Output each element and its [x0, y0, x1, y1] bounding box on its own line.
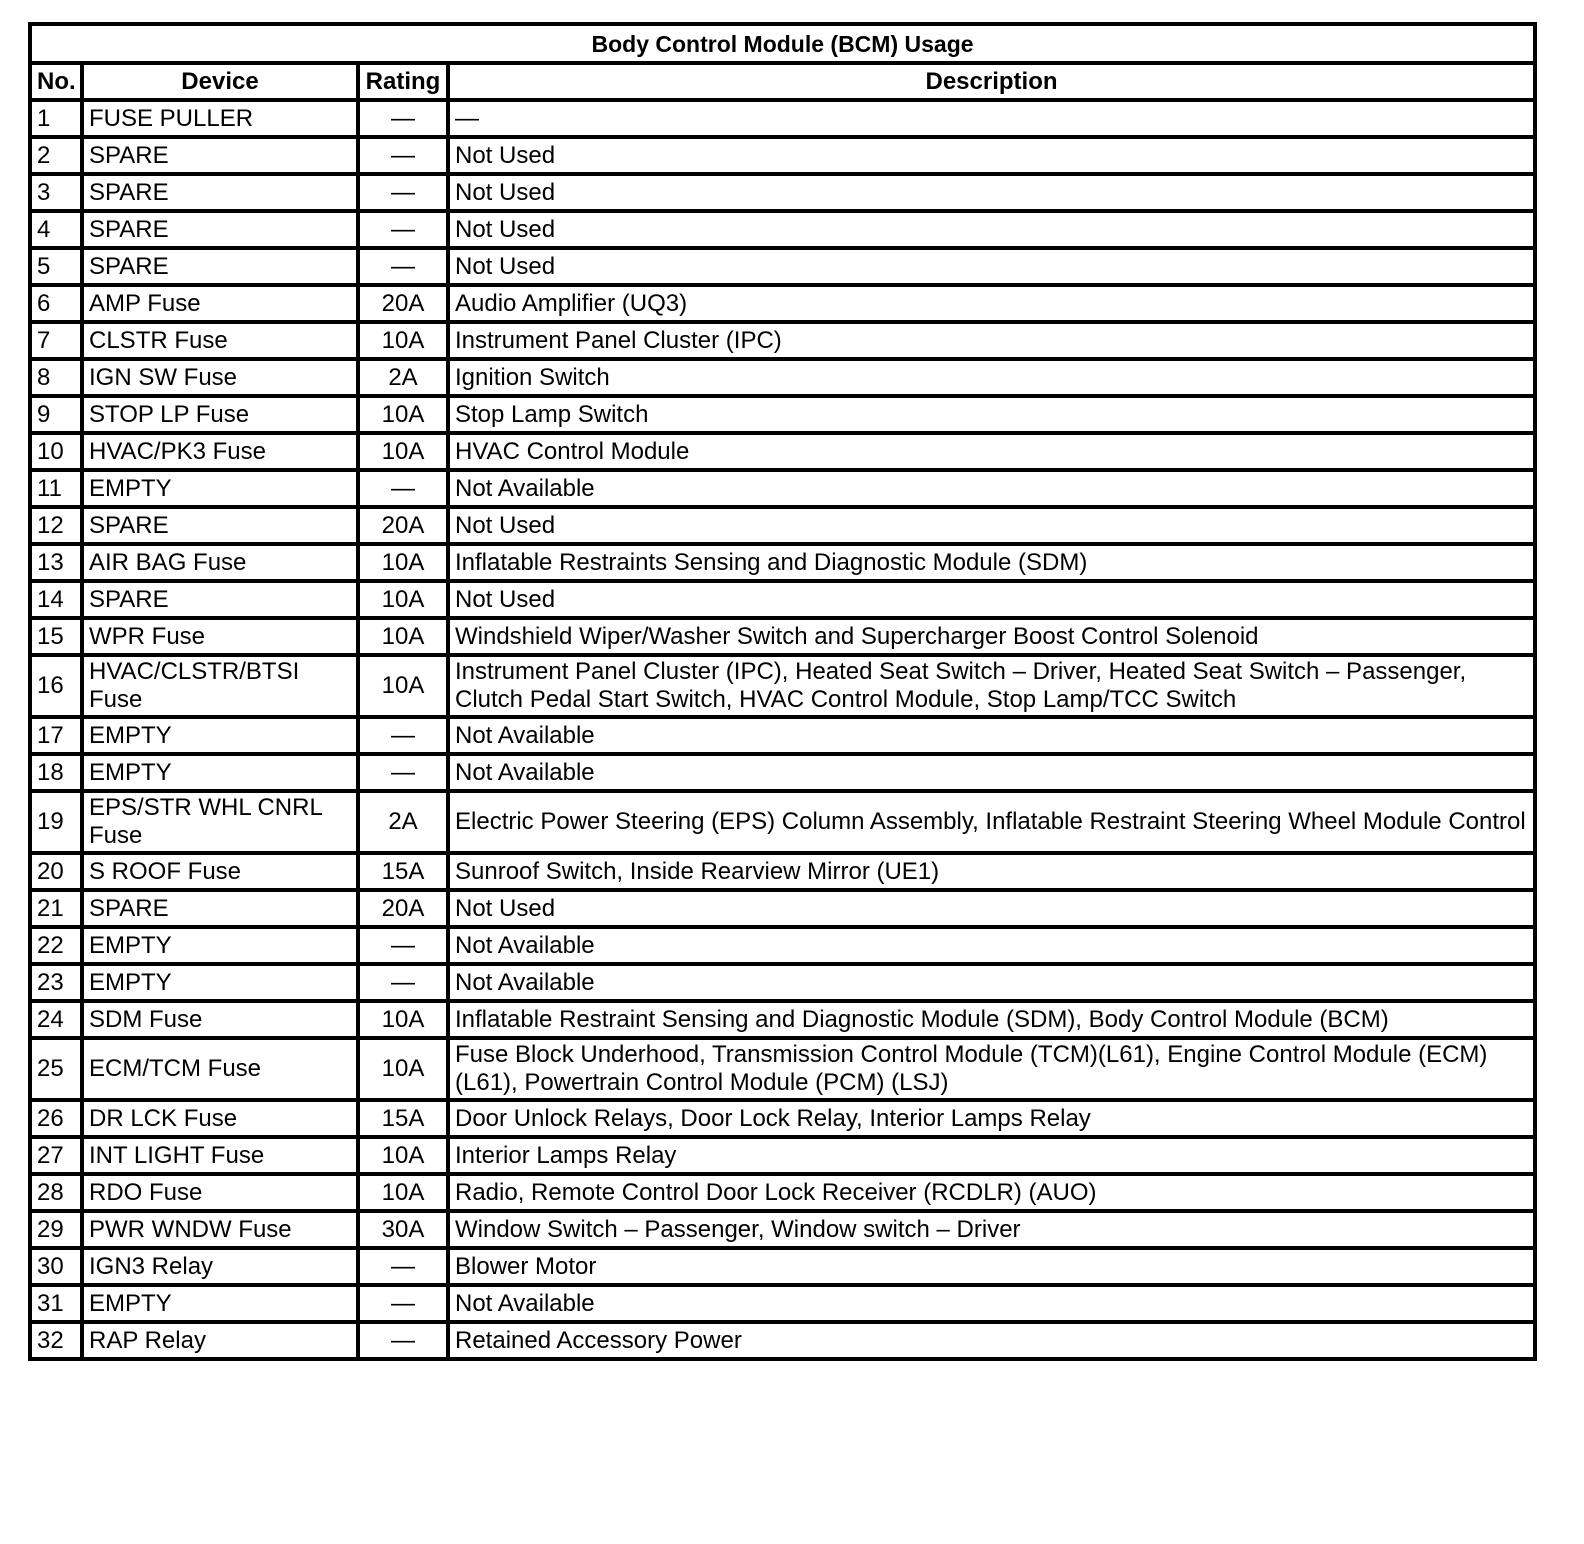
- row-number: 1: [30, 100, 82, 137]
- row-number: 18: [30, 754, 82, 791]
- row-device: SPARE: [82, 507, 358, 544]
- row-number: 5: [30, 248, 82, 285]
- row-description: Not Used: [448, 137, 1535, 174]
- row-description: Not Used: [448, 211, 1535, 248]
- row-device: IGN3 Relay: [82, 1248, 358, 1285]
- table-row: [30, 433, 1535, 470]
- header-description: Description: [448, 63, 1535, 100]
- row-number: 20: [30, 853, 82, 890]
- table-row: [30, 359, 1535, 396]
- row-device: EMPTY: [82, 964, 358, 1001]
- row-number: 17: [30, 717, 82, 754]
- row-number: 29: [30, 1211, 82, 1248]
- row-number: 19: [30, 791, 82, 853]
- row-number: 3: [30, 174, 82, 211]
- table-row: [30, 1322, 1535, 1359]
- row-number: 15: [30, 618, 82, 655]
- table-row: [30, 1211, 1535, 1248]
- row-description: Not Available: [448, 717, 1535, 754]
- row-device: INT LIGHT Fuse: [82, 1137, 358, 1174]
- row-description: Inflatable Restraint Sensing and Diagnostic Module (SDM), Body Control Module (BCM): [448, 1001, 1535, 1038]
- row-rating: 10A: [358, 544, 448, 581]
- row-description: Instrument Panel Cluster (IPC): [448, 322, 1535, 359]
- row-rating: —: [358, 717, 448, 754]
- row-number: 6: [30, 285, 82, 322]
- row-device: EMPTY: [82, 754, 358, 791]
- row-rating: —: [358, 1285, 448, 1322]
- table-row: [30, 211, 1535, 248]
- row-description: Door Unlock Relays, Door Lock Relay, Interior Lamps Relay: [448, 1100, 1535, 1137]
- row-description: Window Switch – Passenger, Window switch – Driver: [448, 1211, 1535, 1248]
- row-device: RAP Relay: [82, 1322, 358, 1359]
- row-device: SPARE: [82, 137, 358, 174]
- row-device: FUSE PULLER: [82, 100, 358, 137]
- row-number: 7: [30, 322, 82, 359]
- row-device: IGN SW Fuse: [82, 359, 358, 396]
- row-description: Ignition Switch: [448, 359, 1535, 396]
- row-description: Audio Amplifier (UQ3): [448, 285, 1535, 322]
- row-rating: 10A: [358, 1038, 448, 1100]
- row-rating: 20A: [358, 285, 448, 322]
- row-description: Not Used: [448, 507, 1535, 544]
- row-rating: —: [358, 248, 448, 285]
- row-rating: 10A: [358, 1001, 448, 1038]
- row-number: 13: [30, 544, 82, 581]
- row-number: 11: [30, 470, 82, 507]
- table-row: [30, 717, 1535, 754]
- table-row: [30, 1285, 1535, 1322]
- row-number: 26: [30, 1100, 82, 1137]
- row-rating: 10A: [358, 1137, 448, 1174]
- row-number: 30: [30, 1248, 82, 1285]
- row-device: STOP LP Fuse: [82, 396, 358, 433]
- row-device: EMPTY: [82, 927, 358, 964]
- row-rating: —: [358, 964, 448, 1001]
- table-row: [30, 248, 1535, 285]
- row-device: WPR Fuse: [82, 618, 358, 655]
- table-row: [30, 544, 1535, 581]
- table-row: [30, 1248, 1535, 1285]
- table-row: [30, 618, 1535, 655]
- row-description: Not Used: [448, 890, 1535, 927]
- table-row: [30, 1174, 1535, 1211]
- row-number: 25: [30, 1038, 82, 1100]
- row-number: 14: [30, 581, 82, 618]
- table-row: [30, 853, 1535, 890]
- table-row: [30, 964, 1535, 1001]
- row-rating: 15A: [358, 1100, 448, 1137]
- row-number: 10: [30, 433, 82, 470]
- row-description: Radio, Remote Control Door Lock Receiver (RCDLR) (AUO): [448, 1174, 1535, 1211]
- row-device: SDM Fuse: [82, 1001, 358, 1038]
- row-rating: 10A: [358, 655, 448, 717]
- row-rating: 30A: [358, 1211, 448, 1248]
- row-rating: —: [358, 100, 448, 137]
- row-number: 28: [30, 1174, 82, 1211]
- row-description: Electric Power Steering (EPS) Column Assembly, Inflatable Restraint Steering Wheel Module Control: [448, 791, 1535, 853]
- row-description: Interior Lamps Relay: [448, 1137, 1535, 1174]
- row-description: Not Available: [448, 754, 1535, 791]
- row-rating: 10A: [358, 433, 448, 470]
- row-rating: 20A: [358, 507, 448, 544]
- row-device: EMPTY: [82, 1285, 358, 1322]
- row-number: 21: [30, 890, 82, 927]
- row-device: SPARE: [82, 248, 358, 285]
- row-rating: 10A: [358, 618, 448, 655]
- table-row: [30, 1137, 1535, 1174]
- row-device: EMPTY: [82, 470, 358, 507]
- row-rating: —: [358, 137, 448, 174]
- row-device: SPARE: [82, 890, 358, 927]
- header-no: No.: [30, 63, 82, 100]
- row-device: AIR BAG Fuse: [82, 544, 358, 581]
- row-rating: 10A: [358, 396, 448, 433]
- row-rating: —: [358, 1248, 448, 1285]
- row-device: SPARE: [82, 211, 358, 248]
- table-row: [30, 285, 1535, 322]
- table-row: [30, 174, 1535, 211]
- row-description: Inflatable Restraints Sensing and Diagnostic Module (SDM): [448, 544, 1535, 581]
- table-row: [30, 100, 1535, 137]
- row-device: PWR WNDW Fuse: [82, 1211, 358, 1248]
- table-body: [30, 100, 1535, 1359]
- row-description: HVAC Control Module: [448, 433, 1535, 470]
- row-rating: —: [358, 927, 448, 964]
- row-number: 12: [30, 507, 82, 544]
- row-description: Windshield Wiper/Washer Switch and Supercharger Boost Control Solenoid: [448, 618, 1535, 655]
- row-number: 32: [30, 1322, 82, 1359]
- row-device: AMP Fuse: [82, 285, 358, 322]
- row-rating: 10A: [358, 322, 448, 359]
- row-description: Retained Accessory Power: [448, 1322, 1535, 1359]
- table-row: [30, 791, 1535, 853]
- row-description: Not Available: [448, 1285, 1535, 1322]
- row-description: —: [448, 100, 1535, 137]
- row-rating: —: [358, 1322, 448, 1359]
- row-number: 27: [30, 1137, 82, 1174]
- row-number: 8: [30, 359, 82, 396]
- table-row: [30, 1100, 1535, 1137]
- table-row: [30, 322, 1535, 359]
- table-row: [30, 507, 1535, 544]
- header-rating: Rating: [358, 63, 448, 100]
- row-rating: —: [358, 470, 448, 507]
- row-description: Sunroof Switch, Inside Rearview Mirror (UE1): [448, 853, 1535, 890]
- row-device: EPS/STR WHL CNRL Fuse: [82, 791, 358, 853]
- row-device: HVAC/PK3 Fuse: [82, 433, 358, 470]
- table-row: [30, 655, 1535, 717]
- row-description: Not Used: [448, 581, 1535, 618]
- row-rating: —: [358, 174, 448, 211]
- table-row: [30, 927, 1535, 964]
- row-description: Not Used: [448, 248, 1535, 285]
- row-device: SPARE: [82, 581, 358, 618]
- table-row: [30, 890, 1535, 927]
- table-row: [30, 396, 1535, 433]
- row-device: ECM/TCM Fuse: [82, 1038, 358, 1100]
- row-device: RDO Fuse: [82, 1174, 358, 1211]
- row-device: SPARE: [82, 174, 358, 211]
- table-row: [30, 1038, 1535, 1100]
- row-number: 31: [30, 1285, 82, 1322]
- row-number: 9: [30, 396, 82, 433]
- row-description: Not Available: [448, 927, 1535, 964]
- bcm-usage-table: [28, 22, 1537, 1361]
- row-rating: 10A: [358, 1174, 448, 1211]
- row-description: Fuse Block Underhood, Transmission Control Module (TCM)(L61), Engine Control Module (ECM)(L61), Powertrain Control Module (PCM) (LSJ): [448, 1038, 1535, 1100]
- row-number: 22: [30, 927, 82, 964]
- table-row: [30, 581, 1535, 618]
- table-row: [30, 754, 1535, 791]
- row-description: Blower Motor: [448, 1248, 1535, 1285]
- row-description: Stop Lamp Switch: [448, 396, 1535, 433]
- row-description: Not Available: [448, 470, 1535, 507]
- row-device: S ROOF Fuse: [82, 853, 358, 890]
- row-description: Not Available: [448, 964, 1535, 1001]
- header-device: Device: [82, 63, 358, 100]
- row-rating: 10A: [358, 581, 448, 618]
- header-row: [30, 63, 1535, 100]
- row-rating: 15A: [358, 853, 448, 890]
- row-rating: —: [358, 211, 448, 248]
- row-number: 4: [30, 211, 82, 248]
- table-row: [30, 470, 1535, 507]
- row-rating: 2A: [358, 359, 448, 396]
- row-rating: 20A: [358, 890, 448, 927]
- table-title: Body Control Module (BCM) Usage: [30, 24, 1535, 63]
- row-number: 2: [30, 137, 82, 174]
- row-device: CLSTR Fuse: [82, 322, 358, 359]
- row-device: DR LCK Fuse: [82, 1100, 358, 1137]
- table-row: [30, 137, 1535, 174]
- row-description: Not Used: [448, 174, 1535, 211]
- title-row: [30, 24, 1535, 63]
- row-device: EMPTY: [82, 717, 358, 754]
- table-row: [30, 1001, 1535, 1038]
- row-number: 23: [30, 964, 82, 1001]
- row-device: HVAC/CLSTR/BTSI Fuse: [82, 655, 358, 717]
- row-number: 16: [30, 655, 82, 717]
- row-number: 24: [30, 1001, 82, 1038]
- row-description: Instrument Panel Cluster (IPC), Heated Seat Switch – Driver, Heated Seat Switch – Passenger, Clutch Pedal Start Switch, HVAC Control Module, Stop Lamp/TCC Switch: [448, 655, 1535, 717]
- row-rating: —: [358, 754, 448, 791]
- row-rating: 2A: [358, 791, 448, 853]
